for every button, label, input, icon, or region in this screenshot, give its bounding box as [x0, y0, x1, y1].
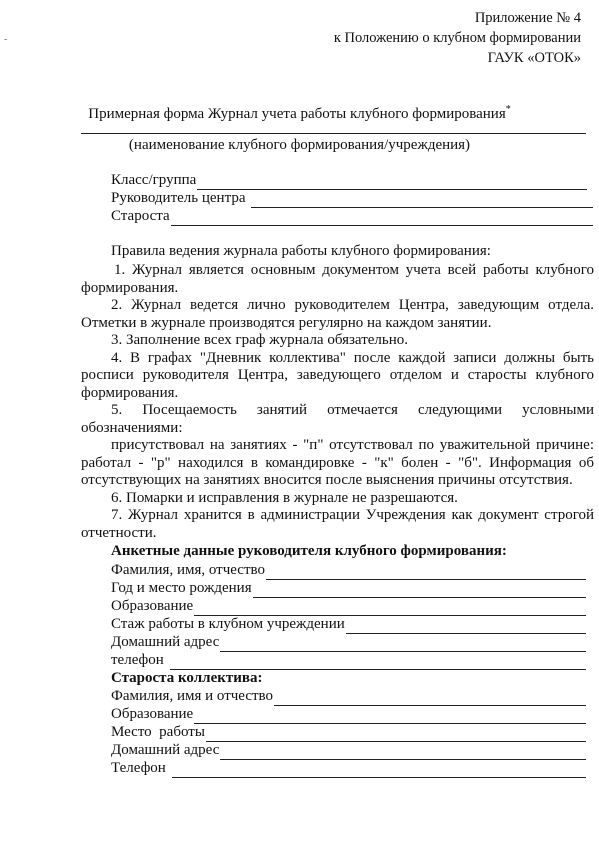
fill-line	[266, 565, 586, 580]
field-label: Фамилия, имя, отчество	[111, 562, 265, 578]
elder-name-field	[111, 687, 586, 706]
rules-list	[81, 262, 594, 542]
leader-birth-field	[111, 579, 586, 598]
leader-section-title: Анкетные данные руководителя клубного формирования:	[111, 543, 507, 559]
fill-line	[194, 709, 586, 724]
fill-line	[206, 727, 586, 742]
document-title-text: Примерная форма Журнал учета работы клубного формирования	[88, 106, 506, 122]
name-caption: (наименование клубного формирования/учреждения)	[128, 137, 471, 153]
leader-education-field	[111, 597, 586, 616]
name-blank-line	[81, 133, 586, 134]
rule-item: 7. Журнал хранится в администрации Учреждения как документ строгой отчетности.	[81, 507, 594, 541]
rule-item: 2. Журнал ведется лично руководителем Центра, заведующим отдела. Отметки в журнале производятся регулярно на каждом занятии.	[81, 297, 594, 331]
fill-line	[220, 745, 586, 760]
elder-work-field	[111, 723, 586, 742]
fill-line	[197, 175, 587, 190]
rule-item: 1. Журнал является основным документом учета всей работы клубного формирования.	[81, 262, 594, 296]
elder-phone-field	[111, 759, 586, 778]
field-label: Фамилия, имя и отчество	[111, 688, 274, 704]
class-group-label: Класс/группа	[111, 172, 197, 188]
field-label: Год и место рождения	[111, 580, 252, 596]
field-label: телефон	[111, 652, 164, 668]
leader-name-field	[111, 561, 586, 580]
field-label: Образование	[111, 598, 194, 614]
fill-line	[274, 691, 586, 706]
leader-address-field	[111, 633, 586, 652]
fill-line	[171, 211, 593, 226]
fill-line	[172, 763, 586, 778]
appendix-line-3: ГАУК «ОТОК»	[487, 50, 581, 66]
field-label: Домашний адрес	[111, 634, 220, 650]
elder-address-field	[111, 741, 586, 760]
rule-item: 3. Заполнение всех граф журнала обязательно.	[111, 332, 409, 348]
field-label: Телефон	[111, 760, 166, 776]
fill-line	[253, 583, 586, 598]
appendix-header	[334, 8, 581, 68]
scan-mark: -	[4, 34, 8, 45]
document-title	[0, 104, 599, 123]
rule-item: 4. В графах "Дневник коллектива" после каждой записи должны быть росписи руководителя Центра, заведующего отделом и старосты клубного формирования.	[81, 349, 594, 401]
leader-phone-field	[111, 651, 586, 670]
field-label: Образование	[111, 706, 194, 722]
appendix-line-2: к Положению о клубном формировании	[333, 30, 581, 46]
elder-section-title: Староста коллектива:	[111, 670, 263, 686]
leader-experience-field	[111, 615, 586, 634]
elder-field	[111, 207, 593, 226]
elder-label: Староста	[111, 208, 170, 224]
fill-line	[346, 619, 586, 634]
fill-line	[194, 601, 586, 616]
fill-line	[170, 655, 586, 670]
appendix-line-1: Приложение № 4	[474, 10, 581, 26]
center-head-label: Руководитель центра	[111, 190, 246, 206]
rule-item: 5. Посещаемость занятий отмечается следующими условными обозначениями:	[81, 402, 594, 436]
footnote-mark: *	[505, 104, 511, 115]
field-label: Домашний адрес	[111, 742, 220, 758]
center-head-field	[111, 189, 593, 208]
fill-line	[220, 637, 586, 652]
field-label: Место работы	[111, 724, 205, 740]
fill-line	[251, 193, 593, 208]
field-label: Стаж работы в клубном учреждении	[111, 616, 345, 632]
rule-item: 6. Помарки и исправления в журнале не разрешаются.	[111, 489, 458, 506]
rule-item: присутствовал на занятиях - "п" отсутствовал по уважительной причине: работал - "р" находился в командировке - "к" болен - "б". Информация об отсутствующих на занятиях вносится после выяснения причины отсутствия.	[81, 437, 594, 488]
class-group-field	[111, 171, 587, 190]
elder-education-field	[111, 705, 586, 724]
rules-heading: Правила ведения журнала работы клубного формирования:	[111, 243, 491, 259]
